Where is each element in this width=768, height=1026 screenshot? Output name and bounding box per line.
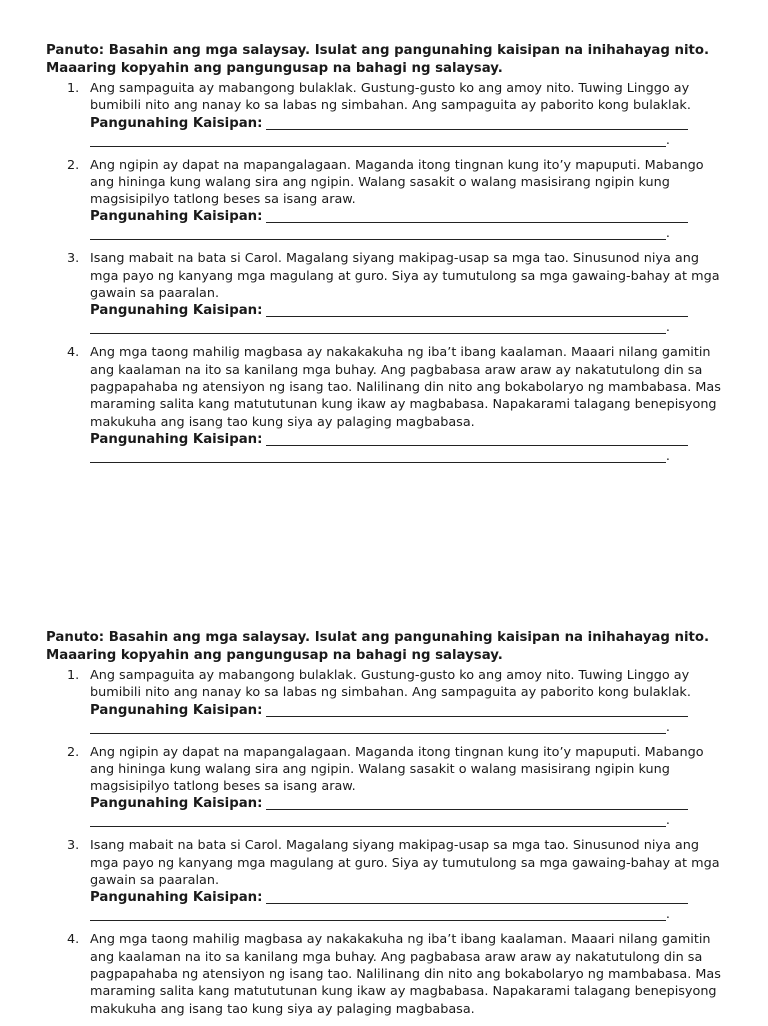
- answer-row-continuation: [90, 448, 670, 465]
- exercise-item: [46, 344, 726, 464]
- answer-blank[interactable]: [266, 903, 688, 904]
- item-number: 3.: [67, 251, 80, 267]
- answer-label: Pangunahing Kaisipan:: [90, 115, 263, 131]
- answer-row: [90, 431, 688, 448]
- item-number: 3.: [67, 838, 80, 854]
- answer-label: Pangunahing Kaisipan:: [90, 796, 263, 812]
- item-paragraph: Ang ngipin ay dapat na mapangalagaan. Maganda itong tingnan kung ito’y mapuputi. Mabango ang hininga kung walang sira ang ngipin. Walang sasakit o walang masisirang ngipin kung magsisipilyo tatlong beses sa isang araw.: [90, 744, 704, 795]
- answer-blank[interactable]: [266, 316, 688, 317]
- answer-blank[interactable]: [266, 129, 688, 130]
- answer-blank-continuation[interactable]: [90, 239, 666, 240]
- answer-blank[interactable]: [266, 445, 688, 446]
- item-paragraph: Isang mabait na bata si Carol. Magalang siyang makipag-usap sa mga tao. Sinusunod niya ang mga payo ng kanyang mga magulang at guro. Siya ay tumutulong sa mga gawaing-bahay at mga gawain sa paaralan.: [90, 838, 720, 889]
- answer-blank-continuation[interactable]: [90, 333, 666, 334]
- exercise-item: [46, 837, 726, 923]
- exercise-item: [46, 157, 726, 243]
- exercise-list: [46, 667, 726, 1018]
- answer-period: .: [665, 320, 670, 336]
- answer-row-continuation: [90, 225, 670, 242]
- answer-blank-continuation[interactable]: [90, 146, 666, 147]
- item-paragraph: Ang mga taong mahilig magbasa ay nakakakuha ng iba’t ibang kaalaman. Maaari nilang gamitin ang kaalaman na ito sa kanilang mga buhay. Ang pagbabasa araw araw ay nakatutulong din sa pagpapahaba ng atensiyon ng isang tao. Nalilinang din nito ang bokabolaryo ng mambabasa. Mas maraming salita kang matututunan kung ikaw ay magbabasa. Napakarami talagang benepisyong makukuha ang isang tao kung siya ay palaging magbabasa.: [90, 345, 721, 430]
- item-number: 4.: [67, 345, 80, 361]
- exercise-item: [46, 744, 726, 830]
- answer-label: Pangunahing Kaisipan:: [90, 303, 263, 319]
- item-number: 2.: [67, 744, 80, 760]
- item-paragraph: Ang sampaguita ay mabangong bulaklak. Gustung-gusto ko ang amoy nito. Tuwing Linggo ay bumibili nito ang nanay ko sa labas ng simbahan. Ang sampaguita ay paborito kong bulaklak.: [90, 668, 691, 701]
- answer-period: .: [665, 132, 670, 148]
- item-number: 1.: [67, 668, 80, 683]
- answer-label: Pangunahing Kaisipan:: [90, 431, 263, 447]
- answer-blank[interactable]: [266, 222, 688, 223]
- answer-row-continuation: [90, 812, 670, 829]
- instructions-heading: Panuto: Basahin ang mga salaysay. Isulat ang pangunahing kaisipan na inihahayag nito. Maaaring kopyahin ang pangungusap na bahagi ng salaysay.: [46, 630, 710, 663]
- answer-blank-continuation[interactable]: [90, 920, 666, 921]
- exercise-item: [46, 667, 726, 736]
- item-number: 1.: [67, 81, 80, 96]
- answer-period: .: [665, 719, 670, 735]
- answer-period: .: [665, 448, 670, 464]
- item-paragraph: Ang mga taong mahilig magbasa ay nakakakuha ng iba’t ibang kaalaman. Maaari nilang gamitin ang kaalaman na ito sa kanilang mga buhay. Ang pagbabasa araw araw ay nakatutulong din sa pagpapahaba ng atensiyon ng isang tao. Nalilinang din nito ang bokabolaryo ng mambabasa. Mas maraming salita kang matututunan kung ikaw ay magbabasa. Napakarami talagang benepisyong makukuha ang isang tao kung siya ay palaging magbabasa.: [90, 932, 721, 1017]
- answer-row: [90, 208, 688, 225]
- exercise-item: [46, 80, 726, 149]
- answer-blank-continuation[interactable]: [90, 826, 666, 827]
- answer-label: Pangunahing Kaisipan:: [90, 702, 263, 718]
- answer-row: [90, 795, 688, 812]
- exercise-list: [46, 80, 726, 465]
- worksheet-top: [46, 42, 726, 473]
- answer-row: [90, 302, 688, 319]
- answer-row-continuation: [90, 719, 670, 736]
- answer-blank[interactable]: [266, 809, 688, 810]
- answer-blank-continuation[interactable]: [90, 462, 666, 463]
- answer-period: .: [665, 813, 670, 829]
- answer-period: .: [665, 226, 670, 242]
- answer-label: Pangunahing Kaisipan:: [90, 890, 263, 906]
- exercise-item: [46, 931, 726, 1017]
- item-paragraph: Ang ngipin ay dapat na mapangalagaan. Maganda itong tingnan kung ito’y mapuputi. Mabango ang hininga kung walang sira ang ngipin. Walang sasakit o walang masisirang ngipin kung magsisipilyo tatlong beses sa isang araw.: [90, 157, 704, 208]
- answer-row-continuation: [90, 132, 670, 149]
- exercise-item: [46, 250, 726, 336]
- answer-row: [90, 702, 688, 719]
- answer-period: .: [665, 907, 670, 923]
- item-paragraph: Ang sampaguita ay mabangong bulaklak. Gustung-gusto ko ang amoy nito. Tuwing Linggo ay bumibili nito ang nanay ko sa labas ng simbahan. Ang sampaguita ay paborito kong bulaklak.: [90, 81, 691, 114]
- item-number: 2.: [67, 157, 80, 173]
- answer-row: [90, 889, 688, 906]
- answer-row-continuation: [90, 906, 670, 923]
- answer-blank[interactable]: [266, 716, 688, 717]
- item-number: 4.: [67, 932, 80, 948]
- answer-row: [90, 115, 688, 132]
- answer-label: Pangunahing Kaisipan:: [90, 209, 263, 225]
- answer-blank-continuation[interactable]: [90, 733, 666, 734]
- answer-row-continuation: [90, 319, 670, 336]
- worksheet-bottom: [46, 629, 726, 1026]
- item-paragraph: Isang mabait na bata si Carol. Magalang siyang makipag-usap sa mga tao. Sinusunod niya ang mga payo ng kanyang mga magulang at guro. Siya ay tumutulong sa mga gawaing-bahay at mga gawain sa paaralan.: [90, 251, 720, 302]
- instructions-heading: Panuto: Basahin ang mga salaysay. Isulat ang pangunahing kaisipan na inihahayag nito. Maaaring kopyahin ang pangungusap na bahagi ng salaysay.: [46, 43, 710, 76]
